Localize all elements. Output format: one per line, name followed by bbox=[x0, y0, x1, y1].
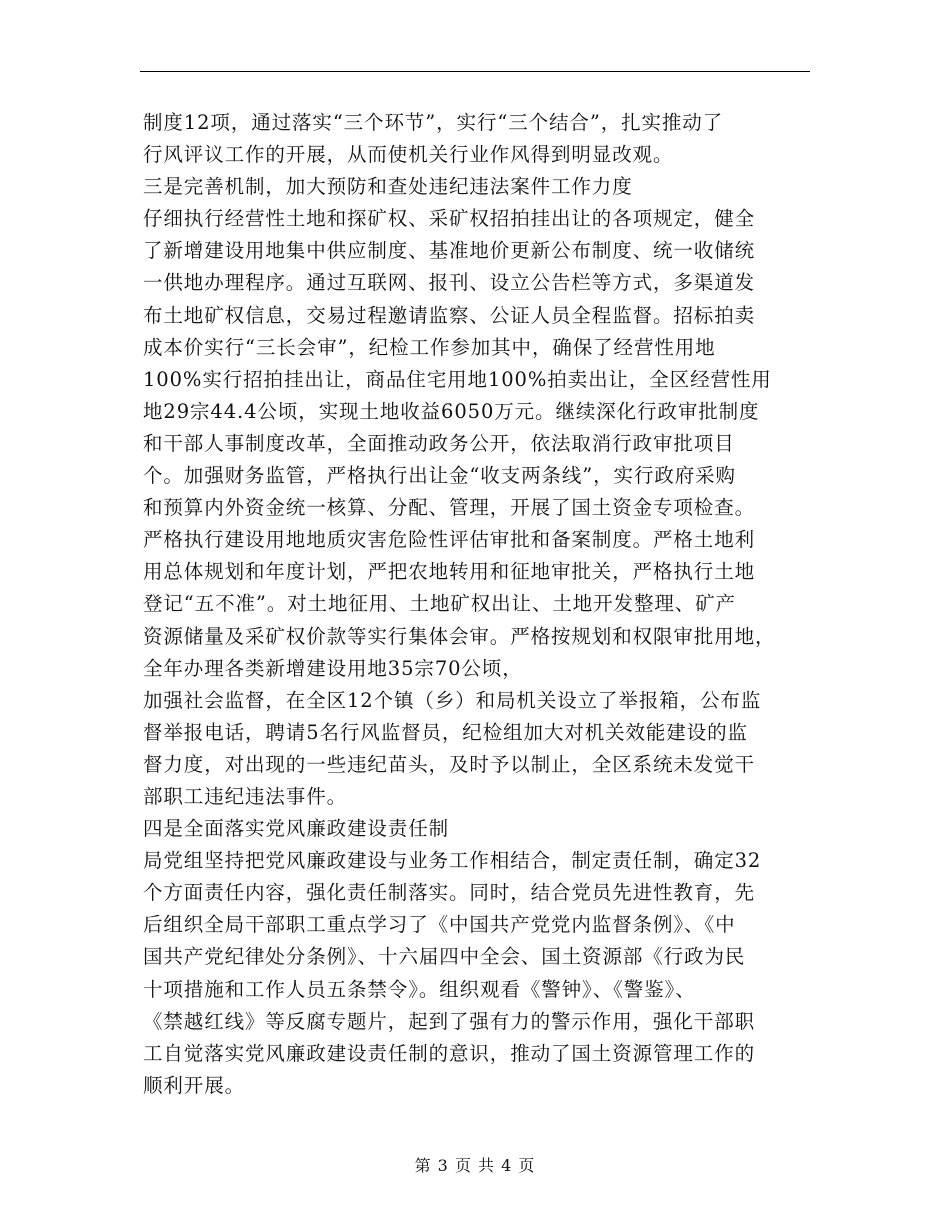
text-line: 《禁越红线》等反腐专题片，起到了强有力的警示作用，强化干部职 bbox=[143, 1009, 756, 1033]
text-line: 资源储量及采矿权价款等实行集体会审。严格按规划和权限审批用地， bbox=[143, 624, 776, 648]
text-line: 布土地矿权信息，交易过程邀请监察、公证人员全程监督。招标拍卖 bbox=[143, 303, 756, 327]
text-line: 制度12项，通过落实“三个环节”，实行“三个结合”，扎实推动了 bbox=[143, 111, 724, 134]
text-line: 局党组坚持把党风廉政建设与业务工作相结合，制定责任制，确定32 bbox=[143, 849, 762, 873]
header-rule bbox=[140, 71, 810, 72]
text-line: 严格执行建设用地地质灾害危险性评估审批和备案制度。严格土地利 bbox=[143, 528, 756, 552]
text-line: 国共产党纪律处分条例》、十六届四中全会、国土资源部《行政为民 bbox=[143, 945, 746, 969]
text-line: 十项措施和工作人员五条禁令》。组织观看《警钟》、《警鉴》、 bbox=[143, 977, 696, 1001]
text-line: 个。加强财务监管，严格执行出让金“收支两条线”，实行政府采购 bbox=[143, 464, 736, 488]
text-line: 顺利开展。 bbox=[143, 1073, 246, 1097]
document-body bbox=[143, 107, 823, 1102]
text-line: 一供地办理程序。通过互联网、报刊、设立公告栏等方式，多渠道发 bbox=[143, 271, 756, 295]
text-line: 仔细执行经营性土地和探矿权、采矿权招拍挂出让的各项规定，健全 bbox=[143, 207, 756, 231]
text-line: 100%实行招拍挂出让，商品住宅用地100%拍卖出让，全区经营性用 bbox=[143, 367, 772, 391]
text-line: 加强社会监督，在全区12个镇（乡）和局机关设立了举报箱，公布监 bbox=[143, 688, 762, 712]
page-footer: 第 3 页 共 4 页 bbox=[414, 1156, 536, 1175]
text-line: 督举报电话，聘请5名行风监督员，纪检组加大对机关效能建设的监 bbox=[143, 720, 748, 744]
text-line: 个方面责任内容，强化责任制落实。同时，结合党员先进性教育，先 bbox=[143, 881, 756, 905]
text-line: 行风评议工作的开展，从而使机关行业作风得到明显改观。 bbox=[143, 143, 674, 167]
text-line: 部职工违纪违法事件。 bbox=[143, 784, 348, 808]
text-line: 登记“五不准”。对土地征用、土地矿权出让、土地开发整理、矿产 bbox=[143, 592, 736, 616]
text-line: 全年办理各类新增建设用地35宗70公顷， bbox=[143, 656, 523, 680]
text-line: 用总体规划和年度计划，严把农地转用和征地审批关，严格执行土地 bbox=[143, 560, 756, 584]
section-heading: 四是全面落实党风廉政建设责任制 bbox=[143, 817, 450, 841]
text-line: 地29宗44.4公顷，实现土地收益6050万元。继续深化行政审批制度 bbox=[143, 399, 760, 423]
text-line: 后组织全局干部职工重点学习了《中国共产党党内监督条例》、《中 bbox=[143, 913, 736, 937]
text-line: 和预算内外资金统一核算、分配、管理，开展了国土资金专项检查。 bbox=[143, 496, 756, 520]
section-heading: 三是完善机制，加大预防和查处违纪违法案件工作力度 bbox=[143, 175, 633, 199]
text-line: 督力度，对出现的一些违纪苗头，及时予以制止，全区系统未发觉干 bbox=[143, 752, 756, 776]
text-line: 和干部人事制度改革，全面推动政务公开，依法取消行政审批项目 bbox=[143, 431, 735, 455]
text-line: 了新增建设用地集中供应制度、基准地价更新公布制度、统一收储统 bbox=[143, 239, 756, 263]
text-line: 工自觉落实党风廉政建设责任制的意识，推动了国土资源管理工作的 bbox=[143, 1041, 756, 1065]
text-line: 成本价实行“三长会审”，纪检工作参加其中，确保了经营性用地 bbox=[143, 335, 716, 359]
